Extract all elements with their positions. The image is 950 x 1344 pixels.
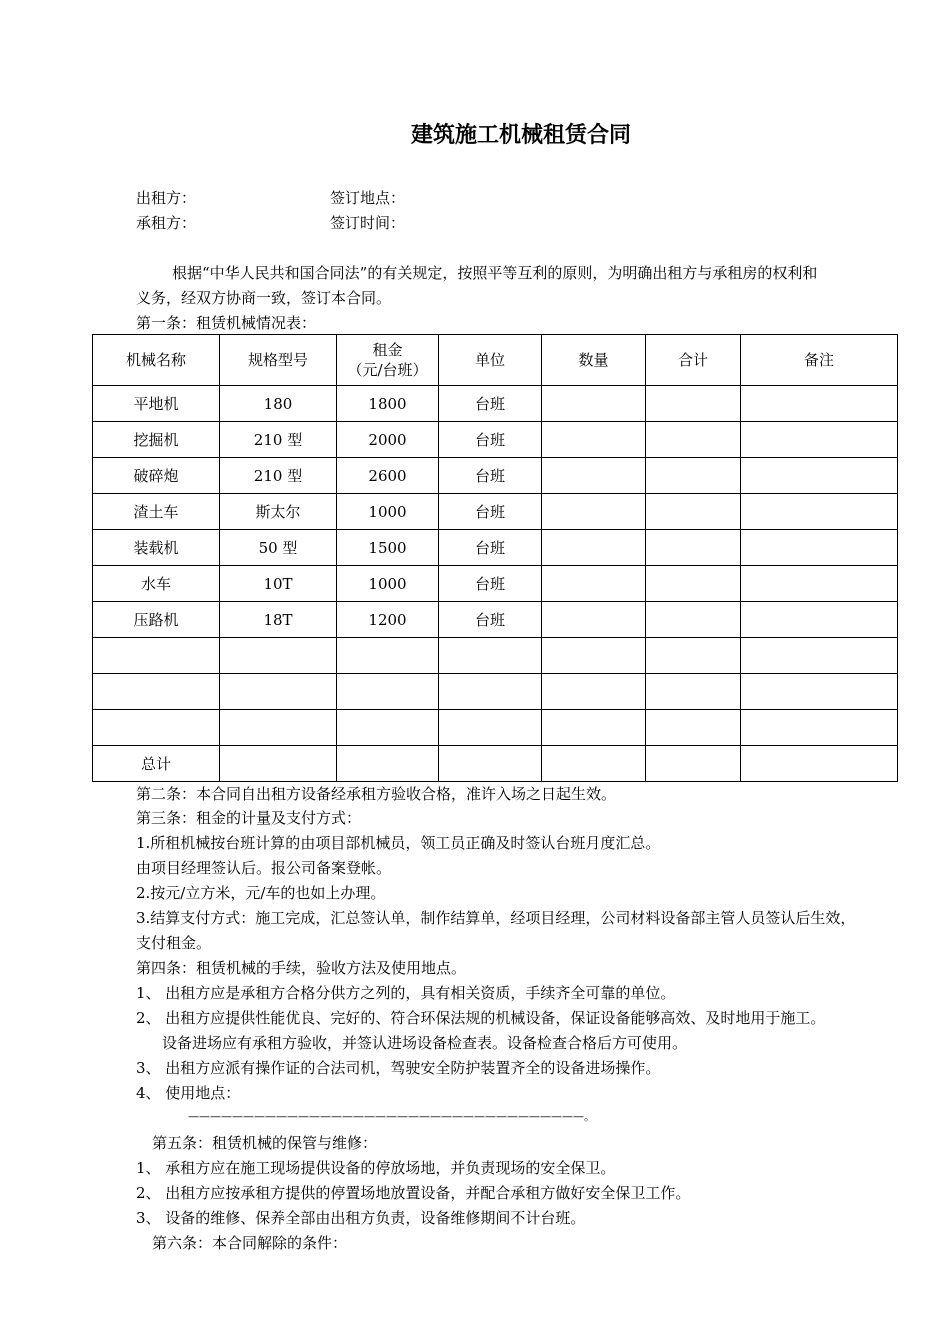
cell-subtotal xyxy=(646,566,741,602)
cell-machine-name: 挖掘机 xyxy=(93,422,220,458)
cell-spec-model: 210 型 xyxy=(220,458,337,494)
cell-spec-model: 210 型 xyxy=(220,422,337,458)
cell-quantity xyxy=(542,746,646,782)
article-3-item-3: 3.结算支付方式：施工完成，汇总签认单，制作结算单，经项目经理，公司材料设备部主管人员签认后生效， xyxy=(136,909,856,927)
cell-machine-name: 压路机 xyxy=(93,602,220,638)
header-unit: 单位 xyxy=(439,335,542,386)
article-4-item-1: 1、 出租方应是承租方合格分供方之列的，具有相关资质，手续齐全可靠的单位。 xyxy=(136,984,676,1002)
header-machine-name: 机械名称 xyxy=(93,335,220,386)
article-5-item-2: 2、 出租方应按承租方提供的停置场地放置设备，并配合承租方做好安全保卫工作。 xyxy=(136,1184,691,1202)
cell-subtotal xyxy=(646,458,741,494)
cell-spec-model: 10T xyxy=(220,566,337,602)
usage-location-blank-line: ————————————————————————————————————。 xyxy=(188,1110,595,1123)
cell-subtotal xyxy=(646,638,741,674)
cell-spec-model: 180 xyxy=(220,386,337,422)
intro-line-1: 根据“中华人民共和国合同法”的有关规定，按照平等互利的原则，为明确出租方与承租房的权利和 xyxy=(172,264,818,282)
cell-quantity xyxy=(542,638,646,674)
cell-rent: 2600 xyxy=(337,458,439,494)
cell-machine-name: 装载机 xyxy=(93,530,220,566)
header-remarks: 备注 xyxy=(741,335,898,386)
article-1-heading: 第一条：租赁机械情况表： xyxy=(136,314,317,332)
cell-remarks xyxy=(741,386,898,422)
table-row xyxy=(93,458,898,494)
cell-remarks xyxy=(741,458,898,494)
cell-machine-name: 总计 xyxy=(93,746,220,782)
cell-quantity xyxy=(542,494,646,530)
lessor-label: 出租方： xyxy=(136,189,197,207)
cell-remarks xyxy=(741,530,898,566)
cell-spec-model: 50 型 xyxy=(220,530,337,566)
table-row xyxy=(93,638,898,674)
cell-machine-name xyxy=(93,674,220,710)
table-row xyxy=(93,422,898,458)
cell-remarks xyxy=(741,674,898,710)
cell-quantity xyxy=(542,386,646,422)
cell-rent: 1200 xyxy=(337,602,439,638)
cell-unit: 台班 xyxy=(439,566,542,602)
header-rent xyxy=(337,335,439,386)
table-row xyxy=(93,566,898,602)
article-3-item-2: 2.按元/立方米，元/车的也如上办理。 xyxy=(136,884,386,902)
cell-remarks xyxy=(741,566,898,602)
cell-rent: 2000 xyxy=(337,422,439,458)
cell-machine-name: 水车 xyxy=(93,566,220,602)
header-subtotal: 合计 xyxy=(646,335,741,386)
cell-remarks xyxy=(741,638,898,674)
cell-machine-name: 平地机 xyxy=(93,386,220,422)
cell-unit: 台班 xyxy=(439,458,542,494)
table-row xyxy=(93,674,898,710)
article-4-heading: 第四条：租赁机械的手续，验收方法及使用地点。 xyxy=(136,959,467,977)
cell-rent xyxy=(337,638,439,674)
cell-remarks xyxy=(741,710,898,746)
cell-subtotal xyxy=(646,386,741,422)
cell-unit xyxy=(439,674,542,710)
article-3-heading: 第三条：租金的计量及支付方式： xyxy=(136,809,362,827)
cell-unit: 台班 xyxy=(439,386,542,422)
cell-subtotal xyxy=(646,602,741,638)
cell-unit: 台班 xyxy=(439,530,542,566)
cell-rent: 1000 xyxy=(337,566,439,602)
cell-unit xyxy=(439,710,542,746)
table-row xyxy=(93,530,898,566)
cell-remarks xyxy=(741,422,898,458)
machinery-table xyxy=(92,334,898,782)
cell-unit xyxy=(439,746,542,782)
article-2: 第二条：本合同自出租方设备经承租方验收合格，准许入场之日起生效。 xyxy=(136,785,617,803)
cell-spec-model xyxy=(220,638,337,674)
cell-quantity xyxy=(542,458,646,494)
cell-subtotal xyxy=(646,674,741,710)
cell-remarks xyxy=(741,746,898,782)
cell-spec-model xyxy=(220,746,337,782)
cell-unit: 台班 xyxy=(439,602,542,638)
header-quantity: 数量 xyxy=(542,335,646,386)
cell-quantity xyxy=(542,602,646,638)
intro-line-2: 义务，经双方协商一致，签订本合同。 xyxy=(136,289,392,307)
table-row xyxy=(93,746,898,782)
article-3-item-1: 1.所租机械按台班计算的由项目部机械员，领工员正确及时签认台班月度汇总。 xyxy=(136,834,661,852)
article-3-item-1-cont: 由项目经理签认后。报公司备案登帐。 xyxy=(136,859,392,877)
cell-rent xyxy=(337,746,439,782)
cell-rent xyxy=(337,674,439,710)
cell-rent: 1800 xyxy=(337,386,439,422)
cell-spec-model: 斯太尔 xyxy=(220,494,337,530)
cell-spec-model xyxy=(220,674,337,710)
cell-spec-model xyxy=(220,710,337,746)
table-header-row xyxy=(93,335,898,386)
sign-place-label: 签订地点： xyxy=(330,189,406,207)
cell-spec-model: 18T xyxy=(220,602,337,638)
table-row xyxy=(93,386,898,422)
table-row xyxy=(93,494,898,530)
article-5-heading: 第五条：租赁机械的保管与维修： xyxy=(152,1134,378,1152)
cell-quantity xyxy=(542,710,646,746)
table-row xyxy=(93,710,898,746)
cell-subtotal xyxy=(646,422,741,458)
cell-machine-name xyxy=(93,638,220,674)
cell-subtotal xyxy=(646,530,741,566)
article-5-item-3: 3、 设备的维修、保养全部由出租方负责，设备维修期间不计台班。 xyxy=(136,1209,586,1227)
cell-quantity xyxy=(542,674,646,710)
cell-subtotal xyxy=(646,494,741,530)
lessee-label: 承租方： xyxy=(136,214,197,232)
article-4-item-3: 3、 出租方应派有操作证的合法司机，驾驶安全防护装置齐全的设备进场操作。 xyxy=(136,1059,661,1077)
cell-remarks xyxy=(741,602,898,638)
document-title: 建筑施工机械租赁合同 xyxy=(410,122,631,148)
article-4-item-4: 4、 使用地点： xyxy=(136,1084,241,1102)
cell-rent xyxy=(337,710,439,746)
cell-remarks xyxy=(741,494,898,530)
cell-unit: 台班 xyxy=(439,422,542,458)
header-rent-unit: （元/台班） xyxy=(347,361,428,379)
sign-time-label: 签订时间： xyxy=(330,214,406,232)
cell-rent: 1000 xyxy=(337,494,439,530)
cell-unit: 台班 xyxy=(439,494,542,530)
cell-quantity xyxy=(542,566,646,602)
cell-subtotal xyxy=(646,710,741,746)
cell-subtotal xyxy=(646,746,741,782)
article-3-item-3-cont: 支付租金。 xyxy=(136,934,212,952)
header-spec-model: 规格型号 xyxy=(220,335,337,386)
cell-unit xyxy=(439,638,542,674)
cell-rent: 1500 xyxy=(337,530,439,566)
cell-machine-name: 破碎炮 xyxy=(93,458,220,494)
article-4-item-2: 2、 出租方应提供性能优良、完好的、符合环保法规的机械设备，保证设备能够高效、及时地用于施工。 xyxy=(136,1009,826,1027)
cell-machine-name: 渣土车 xyxy=(93,494,220,530)
article-6-heading: 第六条：本合同解除的条件： xyxy=(152,1234,348,1252)
table-row xyxy=(93,602,898,638)
cell-quantity xyxy=(542,530,646,566)
article-4-item-2-cont: 设备进场应有承租方验收，并签认进场设备检查表。设备检查合格后方可使用。 xyxy=(162,1034,688,1052)
cell-machine-name xyxy=(93,710,220,746)
cell-quantity xyxy=(542,422,646,458)
article-5-item-1: 1、 承租方应在施工现场提供设备的停放场地，并负责现场的安全保卫。 xyxy=(136,1159,616,1177)
header-rent-label: 租金 xyxy=(372,341,403,359)
